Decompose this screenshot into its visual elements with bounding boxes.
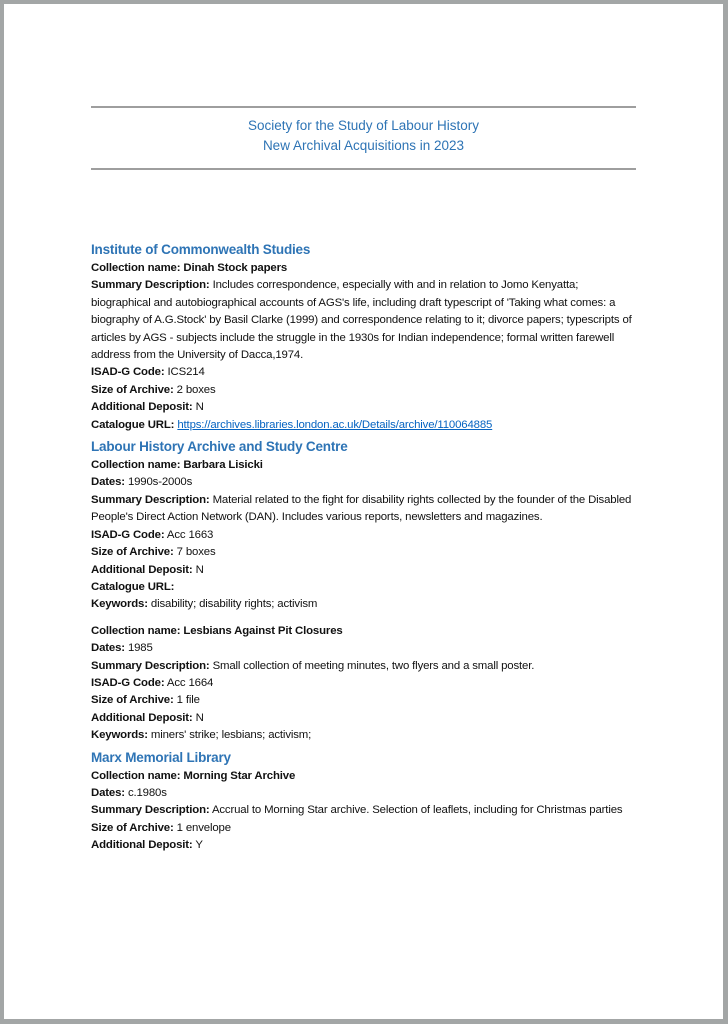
value: Barbara Lisicki <box>183 459 263 472</box>
collection-entry <box>91 768 639 855</box>
dates <box>91 474 639 491</box>
value: Material related to the fight for disability rights collected by the founder of the Disabled People's Direct Action Network (DAN). Includes various reports, newsletters and magazines. <box>91 493 632 524</box>
value: 7 boxes <box>176 546 216 559</box>
top-divider <box>91 106 636 108</box>
label: Keywords: <box>91 729 148 742</box>
label: Summary Description: <box>91 279 210 292</box>
value: N <box>195 563 204 576</box>
label: ISAD-G Code: <box>91 528 165 541</box>
catalogue-link[interactable]: https://archives.libraries.london.ac.uk/Details/archive/110064885 <box>177 418 493 431</box>
label: Additional Deposit: <box>91 401 193 414</box>
isad-code <box>91 675 639 692</box>
label: Dates: <box>91 786 125 799</box>
label: Additional Deposit: <box>91 563 193 576</box>
value: 1 envelope <box>176 821 231 834</box>
document-page <box>4 4 723 1019</box>
keywords <box>91 596 639 613</box>
label: Size of Archive: <box>91 821 174 834</box>
label: ISAD-G Code: <box>91 366 165 379</box>
value: Morning Star Archive <box>183 769 296 782</box>
isad-code <box>91 527 639 544</box>
value: Y <box>195 839 203 852</box>
catalogue-url <box>91 417 639 434</box>
value: Dinah Stock papers <box>183 262 288 274</box>
label: Collection name: <box>91 262 181 274</box>
dates <box>91 785 639 802</box>
value: Accrual to Morning Star archive. Selection of leaflets, including for Christmas parties <box>211 804 623 817</box>
summary-description <box>91 658 639 675</box>
value: miners' strike; lesbians; activism; <box>150 729 312 742</box>
acquisitions-list <box>91 240 639 855</box>
value: Small collection of meeting minutes, two flyers and a small poster. <box>212 659 535 672</box>
label: Size of Archive: <box>91 383 174 396</box>
catalogue-url <box>91 579 639 596</box>
collection-name <box>91 260 639 277</box>
summary-description <box>91 802 639 819</box>
institution-heading: Labour History Archive and Study Centre <box>91 439 348 455</box>
label: Summary Description: <box>91 659 210 672</box>
isad-code <box>91 364 639 381</box>
collection-entry <box>91 623 639 745</box>
keywords <box>91 727 639 744</box>
label: Additional Deposit: <box>91 839 193 852</box>
institution-heading: Institute of Commonwealth Studies <box>91 242 311 257</box>
additional-deposit <box>91 837 639 854</box>
label: Summary Description: <box>91 804 210 817</box>
value: disability; disability rights; activism <box>150 598 318 611</box>
institution-heading: Marx Memorial Library <box>91 749 231 765</box>
institution-section <box>91 748 639 855</box>
title-line-2: New Archival Acquisitions in 2023 <box>262 138 465 153</box>
label: Size of Archive: <box>91 694 174 707</box>
value: Acc 1664 <box>166 676 214 689</box>
value: Includes correspondence, especially with and in relation to Jomo Kenyatta; biographical and autobiographical accounts of AGS's life, including draft typescript of 'Taking what comes: a biography of A.G.Stock' by Basil Clarke (1999) and correspondence relating to it; divorce papers; typescripts of articles by AGS - subjects include the struggle in the 1930s for Indian independence; formal written farewell address from the University of Dacca,1974. <box>91 279 632 362</box>
collection-entry <box>91 457 639 614</box>
dates <box>91 640 639 657</box>
label: Catalogue URL: <box>91 418 175 431</box>
label: Dates: <box>91 476 125 489</box>
value: N <box>195 401 204 414</box>
value: Lesbians Against Pit Closures <box>183 624 343 637</box>
label: Collection name: <box>91 459 181 472</box>
label: ISAD-G Code: <box>91 676 165 689</box>
additional-deposit <box>91 562 639 579</box>
archive-size <box>91 820 639 837</box>
collection-name <box>91 457 639 474</box>
collection-name <box>91 768 639 785</box>
archive-size <box>91 544 639 561</box>
additional-deposit <box>91 399 639 416</box>
label: Additional Deposit: <box>91 711 193 724</box>
value: N <box>195 711 204 724</box>
label: Size of Archive: <box>91 546 174 559</box>
value: 1 file <box>176 694 200 707</box>
value: ICS214 <box>167 366 205 379</box>
label: Collection name: <box>91 624 181 637</box>
value: c.1980s <box>127 786 167 799</box>
collection-entry <box>91 260 639 434</box>
bottom-divider <box>91 168 636 170</box>
collection-name <box>91 623 639 640</box>
label: Keywords: <box>91 598 148 611</box>
summary-description <box>91 277 639 364</box>
label: Catalogue URL: <box>91 580 175 593</box>
label: Summary Description: <box>91 493 210 506</box>
archive-size <box>91 692 639 709</box>
institution-section <box>91 437 639 745</box>
label: Collection name: <box>91 769 181 782</box>
value: 1990s-2000s <box>127 476 193 489</box>
document-title <box>91 116 636 156</box>
archive-size <box>91 382 639 399</box>
summary-description <box>91 492 639 527</box>
title-line-1: Society for the Study of Labour History <box>247 118 480 133</box>
additional-deposit <box>91 710 639 727</box>
label: Dates: <box>91 642 125 655</box>
institution-section <box>91 240 639 434</box>
value: Acc 1663 <box>166 528 214 541</box>
value: 2 boxes <box>176 383 216 396</box>
value: 1985 <box>127 642 153 655</box>
